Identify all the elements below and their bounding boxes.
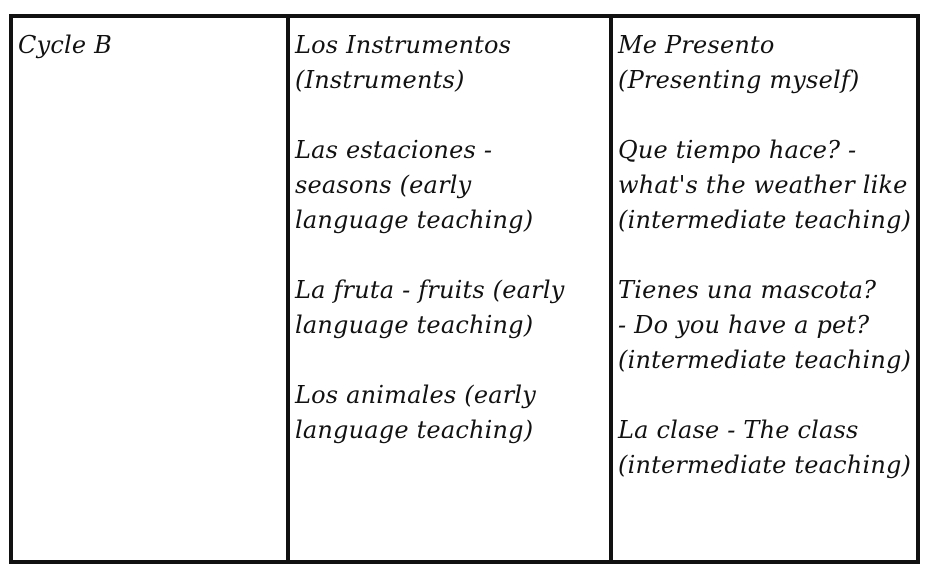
topic-line: Tienes una mascota? [618, 276, 877, 304]
curriculum-table [9, 14, 920, 564]
cycle-column [13, 18, 290, 560]
topic-line: language teaching) [295, 416, 534, 444]
topic-line: what's the weather like [618, 171, 908, 199]
topic-line: (intermediate teaching) [618, 206, 912, 234]
topic-fruits [295, 273, 609, 343]
topic-class [618, 413, 916, 483]
topic-line: La fruta - fruits (early [295, 276, 565, 304]
topic-line: language teaching) [295, 311, 534, 339]
topic-line: (intermediate teaching) [618, 451, 912, 479]
topic-line: language teaching) [295, 206, 534, 234]
topic-line: Los animales (early [295, 381, 537, 409]
topic-line: Los Instrumentos [295, 31, 512, 59]
topics-column-2 [613, 18, 916, 560]
topic-line: - Do you have a pet? [618, 311, 870, 339]
topic-line: La clase - The class [618, 416, 859, 444]
topic-line: seasons (early [295, 171, 472, 199]
topic-line: (Presenting myself) [618, 66, 860, 94]
topics-column-1 [290, 18, 613, 560]
topic-line: Que tiempo hace? - [618, 136, 857, 164]
topic-animals [295, 378, 609, 448]
topic-line: Las estaciones - [295, 136, 493, 164]
topic-presenting-myself [618, 28, 916, 98]
topic-pet [618, 273, 916, 378]
cycle-label: Cycle B [18, 31, 112, 59]
topic-instruments [295, 28, 609, 98]
topic-seasons [295, 133, 609, 238]
topic-line: (intermediate teaching) [618, 346, 912, 374]
topic-line: (Instruments) [295, 66, 465, 94]
topic-weather [618, 133, 916, 238]
topic-line: Me Presento [618, 31, 775, 59]
